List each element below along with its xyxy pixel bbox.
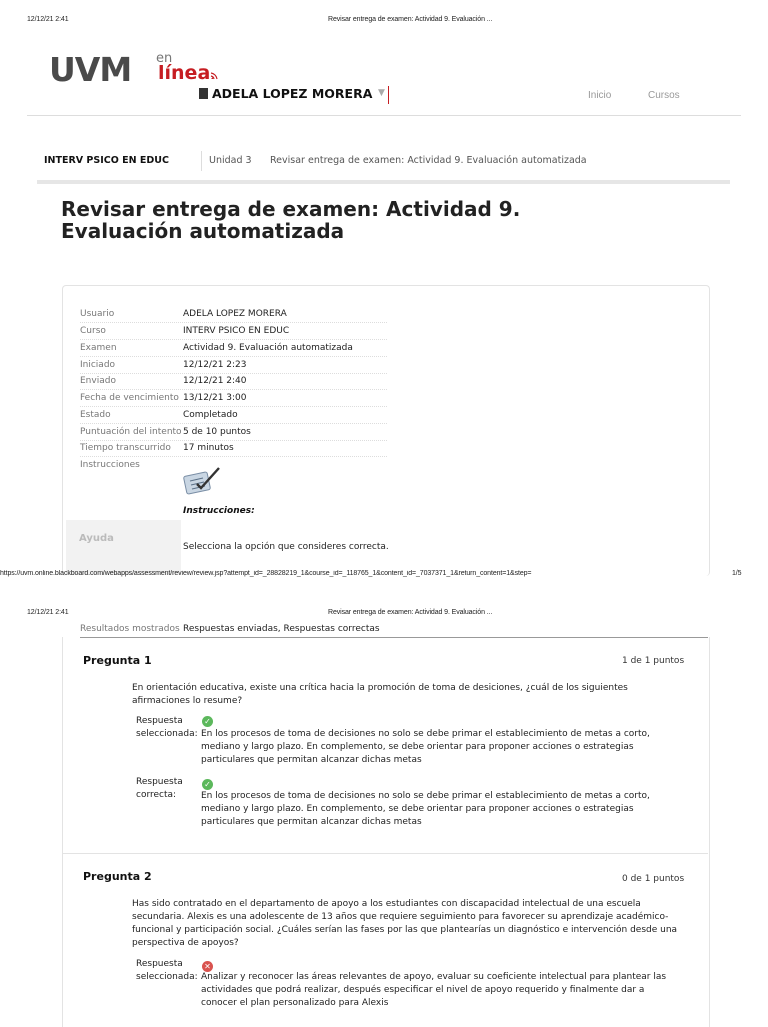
label-line: Respuesta [136, 959, 183, 969]
user-menu[interactable] [199, 86, 372, 101]
detail-key: Puntuación del intento [80, 427, 182, 437]
detail-key: Estado [80, 410, 111, 420]
correct-check-icon: ✓ [202, 779, 213, 790]
detail-key: Fecha de vencimiento [80, 393, 179, 403]
print-datetime: 12/12/21 2:41 [27, 609, 69, 616]
label-line: Respuesta [136, 777, 183, 787]
detail-row [80, 373, 387, 390]
detail-key: Curso [80, 326, 106, 336]
breadcrumb-unit[interactable]: Unidad 3 [209, 155, 252, 166]
logo-linea: línea [158, 62, 211, 84]
logo-uvm[interactable]: UVM [49, 50, 132, 89]
question-title: Pregunta 2 [83, 870, 152, 883]
instructions-icon [183, 464, 223, 496]
detail-row [80, 407, 387, 424]
detail-key: Examen [80, 343, 117, 353]
help-panel [66, 520, 181, 575]
print-page-number: 1/5 [732, 570, 742, 577]
question-title: Pregunta 1 [83, 654, 152, 667]
signal-icon [210, 72, 222, 80]
instructions-text: Selecciona la opción que consideres correcta. [183, 542, 389, 552]
print-datetime: 12/12/21 2:41 [27, 16, 69, 23]
detail-value: ADELA LOPEZ MORERA [183, 309, 287, 319]
detail-row [80, 424, 387, 441]
detail-value: Respuestas enviadas, Respuestas correctas [183, 624, 380, 634]
detail-key: Tiempo transcurrido [80, 443, 171, 453]
detail-key: Iniciado [80, 360, 116, 370]
detail-value: 5 de 10 puntos [183, 427, 251, 437]
question-text: En orientación educativa, existe una crítica hacia la promoción de toma de desiciones, ¿cuál de los siguientes afirmaciones lo resume? [132, 683, 628, 706]
detail-key: Resultados mostrados [80, 624, 180, 634]
correct-check-icon: ✓ [202, 716, 213, 727]
detail-key: Usuario [80, 309, 115, 319]
question-points: 0 de 1 puntos [622, 874, 685, 884]
detail-row [80, 306, 387, 323]
results-shown-row [80, 621, 708, 638]
user-name: ADELA LOPEZ MORERA [212, 86, 373, 101]
label-line: seleccionada: [136, 972, 198, 982]
logo-en: en [156, 51, 173, 66]
detail-value: 12/12/21 2:40 [183, 376, 247, 386]
detail-value: 17 minutos [183, 443, 234, 453]
breadcrumb-current: Revisar entrega de examen: Actividad 9. Evaluación automatizada [270, 155, 587, 166]
selected-answer-label [136, 715, 198, 741]
detail-value: 13/12/21 3:00 [183, 393, 247, 403]
incorrect-x-icon: ✕ [202, 961, 213, 972]
detail-value: 12/12/21 2:23 [183, 360, 247, 370]
selected-answer-text: Analizar y reconocer las áreas relevantes de apoyo, evaluar su coeficiente intelectual para plantear las actividades que podrá realizar, después especificar el nivel de apoyo requerido y finalmente dar a conocer el plan personalizado para Alexis [201, 972, 667, 1008]
question-divider [62, 853, 708, 854]
correct-answer-text: En los procesos de toma de decisiones no solo se debe primar el establecimiento de metas a corto, mediano y largo plazo. En complemento, se debe orientar para proponer acciones o estrategias particulares que permitan alcanzar dichas metas [201, 791, 650, 827]
label-line: seleccionada: [136, 729, 198, 739]
detail-row [80, 323, 387, 340]
print-doc-title: Revisar entrega de examen: Actividad 9. Evaluación ... [328, 609, 493, 616]
user-menu-divider [388, 86, 389, 104]
breadcrumb-divider-bar [37, 180, 730, 184]
question-points: 1 de 1 puntos [622, 656, 685, 666]
selected-answer-text: En los procesos de toma de decisiones no solo se debe primar el establecimiento de metas a corto, mediano y largo plazo. En complemento, se debe orientar para proponer acciones o estrategias particulares que permitan alcanzar dichas metas [201, 729, 650, 765]
print-doc-title: Revisar entrega de examen: Actividad 9. Evaluación ... [328, 16, 493, 23]
correct-answer-label [136, 776, 183, 802]
label-line: Respuesta [136, 716, 183, 726]
detail-row [80, 357, 387, 374]
detail-row [80, 340, 387, 357]
print-url: https://uvm.online.blackboard.com/webapps/assessment/review/review.jsp?attempt_id=_28828219_1&course_id=_118765_1&content_id=_7037371_1&return_content=1&step= [0, 570, 532, 577]
nav-inicio[interactable]: Inicio [588, 90, 612, 101]
breadcrumb-course[interactable]: INTERV PSICO EN EDUC [44, 155, 169, 166]
page-title: Revisar entrega de examen: Actividad 9. Evaluación automatizada [61, 197, 521, 243]
label-line: correcta: [136, 790, 177, 800]
detail-key: Instrucciones [80, 460, 140, 470]
breadcrumb-divider [201, 151, 202, 171]
selected-answer-label [136, 958, 198, 984]
detail-value: INTERV PSICO EN EDUC [183, 326, 290, 336]
instructions-heading: Instrucciones: [183, 506, 255, 516]
detail-row [80, 457, 387, 473]
header-divider [27, 115, 741, 116]
nav-cursos[interactable]: Cursos [648, 90, 680, 101]
question-text: Has sido contratado en el departamento de apoyo a los estudiantes con discapacidad intelectual de una escuela secundaria. Alexis es una adolescente de 13 años que requiere seguimiento para favorecer su aprendizaje académico-funcional y participación social. ¿Cuáles serían las fases por las que plantearías un diagnóstico e intervención desde una perspectiva de apoyos? [132, 899, 678, 948]
detail-key: Enviado [80, 376, 116, 386]
detail-row [80, 440, 387, 457]
detail-value: Actividad 9. Evaluación automatizada [183, 343, 353, 353]
user-avatar-icon [199, 88, 208, 99]
chevron-down-icon[interactable]: ▼ [378, 88, 385, 98]
help-label[interactable]: Ayuda [79, 533, 114, 544]
detail-row [80, 390, 387, 407]
detail-value: Completado [183, 410, 238, 420]
